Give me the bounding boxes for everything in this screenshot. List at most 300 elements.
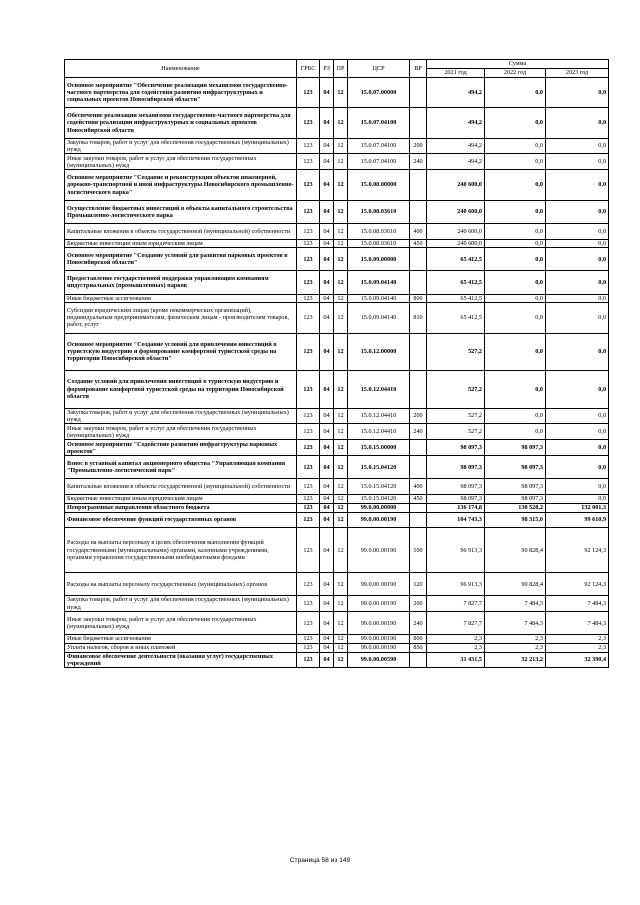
- row-pr: 12: [334, 495, 348, 504]
- row-csr: 99.0.00.00190: [348, 612, 410, 635]
- row-csr: 15.0.08.03610: [348, 200, 410, 223]
- page-number: Страница 58 из 149: [289, 857, 351, 864]
- table-row: [65, 612, 609, 635]
- row-pr: 12: [334, 223, 348, 239]
- row-sum-2021: 527,2: [427, 424, 485, 440]
- row-pr: 12: [334, 512, 348, 528]
- row-name: Закупка товаров, работ и услуг для обеспечения государственных (муниципальных) нужд: [65, 408, 297, 424]
- row-sum-2022: 0,0: [485, 371, 546, 409]
- table-row: [65, 573, 609, 596]
- row-rz: 04: [320, 154, 334, 170]
- row-name: Основное мероприятие "Содействие развитию инфраструктуры парковых проектов": [65, 440, 297, 456]
- row-sum-2021: 2,3: [427, 643, 485, 652]
- header-rz: РЗ: [320, 60, 334, 78]
- row-sum-2023: 0,0: [546, 495, 609, 504]
- row-rz: 04: [320, 239, 334, 248]
- row-sum-2022: 0,0: [485, 248, 546, 271]
- row-sum-2023: 0,0: [546, 200, 609, 223]
- row-rz: 04: [320, 479, 334, 495]
- row-sum-2022: 2,3: [485, 643, 546, 652]
- row-csr: 15.0.12.04410: [348, 424, 410, 440]
- table-row: [65, 371, 609, 409]
- row-name: Основное мероприятие "Создание условий для привлечения инвестиций в туристскую индустрию и формирование комфортной туристской среды на территории Новосибирской области": [65, 333, 297, 371]
- row-vr: [410, 170, 427, 200]
- row-sum-2023: 0,0: [546, 371, 609, 409]
- row-rz: 04: [320, 223, 334, 239]
- row-rz: 04: [320, 78, 334, 108]
- row-vr: 240: [410, 424, 427, 440]
- header-year-2022: 2022 год: [485, 69, 546, 78]
- row-csr: 15.0.12.04410: [348, 408, 410, 424]
- row-rz: 04: [320, 635, 334, 644]
- row-vr: 450: [410, 239, 427, 248]
- row-grbs: 123: [297, 479, 320, 495]
- row-pr: 12: [334, 408, 348, 424]
- row-sum-2023: 0,0: [546, 408, 609, 424]
- header-grbs: ГРБС: [297, 60, 320, 78]
- row-vr: 200: [410, 408, 427, 424]
- row-sum-2022: 0,0: [485, 408, 546, 424]
- row-csr: 15.0.15.04120: [348, 456, 410, 479]
- row-pr: 12: [334, 154, 348, 170]
- row-grbs: 123: [297, 154, 320, 170]
- row-csr: 15.0.09.04140: [348, 303, 410, 333]
- row-rz: 04: [320, 424, 334, 440]
- row-name: Финансовое обеспечение функций государственных органов: [65, 512, 297, 528]
- table-row: [65, 479, 609, 495]
- row-sum-2021: 494,2: [427, 154, 485, 170]
- row-sum-2021: 7 827,7: [427, 596, 485, 612]
- row-vr: 400: [410, 223, 427, 239]
- row-name: Иные бюджетные ассигнования: [65, 294, 297, 303]
- row-sum-2021: 527,2: [427, 408, 485, 424]
- row-sum-2022: 98 315,0: [485, 512, 546, 528]
- row-csr: 15.0.15.00000: [348, 440, 410, 456]
- row-sum-2023: 0,0: [546, 333, 609, 371]
- header-csr: ЦСР: [348, 60, 410, 78]
- row-name: Иные закупки товаров, работ и услуг для обеспечения государственных (муниципальных) нужд: [65, 612, 297, 635]
- row-sum-2023: 92 124,3: [546, 528, 609, 573]
- row-pr: 12: [334, 612, 348, 635]
- row-sum-2023: 0,0: [546, 248, 609, 271]
- row-name: Закупка товаров, работ и услуг для обеспечения государственных (муниципальных) нужд: [65, 138, 297, 154]
- row-rz: 04: [320, 248, 334, 271]
- row-csr: 15.0.09.04140: [348, 271, 410, 294]
- row-sum-2022: 90 828,4: [485, 528, 546, 573]
- row-grbs: 123: [297, 333, 320, 371]
- row-vr: [410, 248, 427, 271]
- table-row: [65, 294, 609, 303]
- row-vr: [410, 333, 427, 371]
- table-row: [65, 528, 609, 573]
- row-grbs: 123: [297, 440, 320, 456]
- row-pr: 12: [334, 303, 348, 333]
- row-pr: 12: [334, 503, 348, 512]
- header-year-2023: 2023 год: [546, 69, 609, 78]
- row-sum-2022: 7 484,3: [485, 596, 546, 612]
- row-sum-2021: 98 097,3: [427, 479, 485, 495]
- row-sum-2022: 0,0: [485, 424, 546, 440]
- row-grbs: 123: [297, 200, 320, 223]
- row-sum-2021: 240 600,0: [427, 170, 485, 200]
- row-sum-2021: 96 913,3: [427, 528, 485, 573]
- row-name: Обеспечение реализации механизмов государственно-частного партнерства для содействия реализации инфраструктурных и социальных проектов Новосибирской области: [65, 108, 297, 138]
- row-name: Основное мероприятие "Создание условий для развития парковых проектов в Новосибирской области": [65, 248, 297, 271]
- row-rz: 04: [320, 333, 334, 371]
- row-pr: 12: [334, 333, 348, 371]
- row-pr: 12: [334, 239, 348, 248]
- row-name: Иные бюджетные ассигнования: [65, 635, 297, 644]
- row-sum-2022: 0,0: [485, 294, 546, 303]
- row-rz: 04: [320, 294, 334, 303]
- row-grbs: 123: [297, 503, 320, 512]
- row-sum-2021: 65 412,5: [427, 303, 485, 333]
- row-vr: 850: [410, 643, 427, 652]
- row-grbs: 123: [297, 138, 320, 154]
- row-pr: 12: [334, 635, 348, 644]
- row-rz: 04: [320, 170, 334, 200]
- table-row: [65, 635, 609, 644]
- row-pr: 12: [334, 424, 348, 440]
- table-row: [65, 108, 609, 138]
- row-sum-2022: 0,0: [485, 78, 546, 108]
- table-row: [65, 512, 609, 528]
- header-name: Наименование: [65, 60, 297, 78]
- row-rz: 04: [320, 503, 334, 512]
- row-sum-2023: 0,0: [546, 479, 609, 495]
- row-sum-2023: 0,0: [546, 294, 609, 303]
- row-name: Капитальные вложения в объекты государственной (муниципальной) собственности: [65, 479, 297, 495]
- table-row: [65, 652, 609, 668]
- row-vr: [410, 200, 427, 223]
- row-sum-2022: 2,3: [485, 635, 546, 644]
- row-name: Капитальные вложения в объекты государственной (муниципальной) собственности: [65, 223, 297, 239]
- row-name: Субсидии юридическим лицам (кроме некоммерческих организаций), индивидуальным предпринимателям, физическим лицам - производителям товаров, работ, услуг: [65, 303, 297, 333]
- row-sum-2023: 0,0: [546, 456, 609, 479]
- row-sum-2023: 0,0: [546, 424, 609, 440]
- table-row: [65, 223, 609, 239]
- table-row: [65, 440, 609, 456]
- row-sum-2023: 0,0: [546, 138, 609, 154]
- row-csr: 15.0.15.04120: [348, 495, 410, 504]
- row-sum-2022: 32 213,2: [485, 652, 546, 668]
- row-vr: [410, 271, 427, 294]
- row-sum-2023: 2,3: [546, 643, 609, 652]
- row-csr: 99.0.00.00190: [348, 512, 410, 528]
- row-sum-2022: 0,0: [485, 138, 546, 154]
- row-grbs: 123: [297, 108, 320, 138]
- row-grbs: 123: [297, 424, 320, 440]
- row-sum-2023: 92 124,3: [546, 573, 609, 596]
- row-sum-2023: 7 484,3: [546, 596, 609, 612]
- row-sum-2022: 0,0: [485, 108, 546, 138]
- header-year-2021: 2021 год: [427, 69, 485, 78]
- row-grbs: 123: [297, 495, 320, 504]
- row-vr: [410, 503, 427, 512]
- row-rz: 04: [320, 303, 334, 333]
- row-pr: 12: [334, 200, 348, 223]
- row-vr: 400: [410, 479, 427, 495]
- row-name: Основное мероприятие "Обеспечение реализации механизмов государственно-частного партнерства для содействия развитию инфраструктурных и социальных проектов Новосибирской области": [65, 78, 297, 108]
- row-sum-2023: 0,0: [546, 108, 609, 138]
- row-csr: 15.0.15.04120: [348, 479, 410, 495]
- row-csr: 15.0.12.04410: [348, 371, 410, 409]
- row-pr: 12: [334, 652, 348, 668]
- row-grbs: 123: [297, 248, 320, 271]
- row-rz: 04: [320, 456, 334, 479]
- row-sum-2021: 65 412,5: [427, 294, 485, 303]
- row-csr: 99.0.00.00190: [348, 528, 410, 573]
- row-name: Предоставление государственной поддержки управляющим компаниям индустриальных (промышленных) парков: [65, 271, 297, 294]
- row-vr: 100: [410, 528, 427, 573]
- row-grbs: 123: [297, 303, 320, 333]
- row-vr: [410, 440, 427, 456]
- row-csr: 99.0.00.00590: [348, 652, 410, 668]
- table-row: [65, 333, 609, 371]
- table-body: [65, 78, 609, 668]
- row-sum-2021: 494,2: [427, 78, 485, 108]
- row-grbs: 123: [297, 239, 320, 248]
- row-pr: 12: [334, 294, 348, 303]
- row-sum-2021: 31 431,5: [427, 652, 485, 668]
- table-row: [65, 303, 609, 333]
- row-sum-2023: 2,3: [546, 635, 609, 644]
- row-sum-2022: 98 097,3: [485, 440, 546, 456]
- row-sum-2022: 90 828,4: [485, 573, 546, 596]
- row-sum-2021: 98 097,3: [427, 440, 485, 456]
- row-csr: 15.0.09.00000: [348, 248, 410, 271]
- row-vr: 200: [410, 596, 427, 612]
- row-grbs: 123: [297, 643, 320, 652]
- row-csr: 99.0.00.00190: [348, 596, 410, 612]
- row-vr: [410, 108, 427, 138]
- row-sum-2023: 0,0: [546, 440, 609, 456]
- row-name: Бюджетные инвестиции иным юридическим лицам: [65, 239, 297, 248]
- row-rz: 04: [320, 138, 334, 154]
- row-grbs: 123: [297, 408, 320, 424]
- row-grbs: 123: [297, 223, 320, 239]
- row-name: Создание условий для привлечения инвестиций в туристскую индустрию и формирование комфортной туристской среды на территории Новосибирской области: [65, 371, 297, 409]
- row-name: Иные закупки товаров, работ и услуг для обеспечения государственных (муниципальных) нужд: [65, 154, 297, 170]
- table-row: [65, 643, 609, 652]
- row-sum-2022: 98 097,3: [485, 495, 546, 504]
- row-name: Непрограммные направления областного бюджета: [65, 503, 297, 512]
- row-sum-2021: 65 412,5: [427, 248, 485, 271]
- row-csr: 15.0.08.00000: [348, 170, 410, 200]
- row-grbs: 123: [297, 635, 320, 644]
- row-sum-2023: 0,0: [546, 223, 609, 239]
- budget-document: [64, 59, 608, 668]
- row-sum-2021: 527,2: [427, 371, 485, 409]
- row-name: Расходы на выплаты персоналу государственных (муниципальных) органов: [65, 573, 297, 596]
- row-rz: 04: [320, 271, 334, 294]
- row-sum-2022: 0,0: [485, 239, 546, 248]
- row-pr: 12: [334, 170, 348, 200]
- row-grbs: 123: [297, 294, 320, 303]
- row-name: Взнос в уставный капитал акционерного общества "Управляющая компания "Промышленно-логистический парк": [65, 456, 297, 479]
- row-rz: 04: [320, 108, 334, 138]
- header-vr: ВР: [410, 60, 427, 78]
- row-vr: [410, 652, 427, 668]
- row-rz: 04: [320, 573, 334, 596]
- row-rz: 04: [320, 371, 334, 409]
- row-grbs: 123: [297, 371, 320, 409]
- row-sum-2021: 527,2: [427, 333, 485, 371]
- row-sum-2023: 7 484,3: [546, 612, 609, 635]
- row-vr: 240: [410, 154, 427, 170]
- row-rz: 04: [320, 408, 334, 424]
- row-vr: 800: [410, 294, 427, 303]
- row-name: Осуществление бюджетных инвестиций в объекты капитального строительства Промышленно-логистического парка: [65, 200, 297, 223]
- row-grbs: 123: [297, 528, 320, 573]
- table-row: [65, 154, 609, 170]
- row-sum-2023: 0,0: [546, 170, 609, 200]
- row-pr: 12: [334, 78, 348, 108]
- row-pr: 12: [334, 573, 348, 596]
- row-sum-2021: 2,3: [427, 635, 485, 644]
- row-pr: 12: [334, 596, 348, 612]
- header-pr: ПР: [334, 60, 348, 78]
- row-vr: [410, 456, 427, 479]
- row-sum-2022: 0,0: [485, 223, 546, 239]
- row-sum-2022: 0,0: [485, 271, 546, 294]
- row-pr: 12: [334, 643, 348, 652]
- row-rz: 04: [320, 612, 334, 635]
- row-vr: 450: [410, 495, 427, 504]
- row-grbs: 123: [297, 456, 320, 479]
- row-pr: 12: [334, 528, 348, 573]
- row-sum-2021: 240 600,0: [427, 200, 485, 223]
- row-name: Иные закупки товаров, работ и услуг для обеспечения государственных (муниципальных) нужд: [65, 424, 297, 440]
- row-rz: 04: [320, 643, 334, 652]
- row-sum-2023: 32 390,4: [546, 652, 609, 668]
- row-grbs: 123: [297, 573, 320, 596]
- row-sum-2023: 0,0: [546, 78, 609, 108]
- row-sum-2021: 7 827,7: [427, 612, 485, 635]
- table-row: [65, 170, 609, 200]
- table-row: [65, 456, 609, 479]
- row-name: Уплата налогов, сборов и иных платежей: [65, 643, 297, 652]
- row-grbs: 123: [297, 170, 320, 200]
- row-sum-2023: 0,0: [546, 303, 609, 333]
- row-csr: 15.0.07.04100: [348, 108, 410, 138]
- row-sum-2021: 494,2: [427, 138, 485, 154]
- row-sum-2023: 99 610,9: [546, 512, 609, 528]
- row-vr: [410, 512, 427, 528]
- table-row: [65, 138, 609, 154]
- row-rz: 04: [320, 528, 334, 573]
- row-sum-2022: 98 097,3: [485, 479, 546, 495]
- row-csr: 15.0.12.00000: [348, 333, 410, 371]
- row-name: Расходы на выплаты персоналу в целях обеспечения выполнения функций государственными (муниципальными) органами, казенными учреждениями, органами управления государственными внебюджетными фондами: [65, 528, 297, 573]
- row-rz: 04: [320, 200, 334, 223]
- row-sum-2021: 96 913,3: [427, 573, 485, 596]
- row-sum-2023: 0,0: [546, 239, 609, 248]
- row-vr: 200: [410, 138, 427, 154]
- row-sum-2022: 7 484,3: [485, 612, 546, 635]
- row-grbs: 123: [297, 596, 320, 612]
- table-row: [65, 78, 609, 108]
- row-name: Финансовое обеспечение деятельности (оказания услуг) государственных учреждений: [65, 652, 297, 668]
- table-row: [65, 424, 609, 440]
- row-name: Основное мероприятие "Создание и реконструкция объектов инженерной, дорожно-транспортной и иной инфраструктуры Новосибирского промышленно-логистического парка": [65, 170, 297, 200]
- row-rz: 04: [320, 596, 334, 612]
- row-csr: 99.0.00.00000: [348, 503, 410, 512]
- table-row: [65, 200, 609, 223]
- row-pr: 12: [334, 138, 348, 154]
- row-sum-2022: 0,0: [485, 333, 546, 371]
- row-vr: 800: [410, 635, 427, 644]
- row-csr: 15.0.07.04100: [348, 154, 410, 170]
- row-rz: 04: [320, 440, 334, 456]
- row-sum-2023: 0,0: [546, 154, 609, 170]
- table-row: [65, 239, 609, 248]
- row-sum-2021: 240 600,0: [427, 223, 485, 239]
- row-sum-2022: 130 528,2: [485, 503, 546, 512]
- row-sum-2021: 240 600,0: [427, 239, 485, 248]
- row-sum-2022: 98 097,3: [485, 456, 546, 479]
- row-grbs: 123: [297, 652, 320, 668]
- row-grbs: 123: [297, 78, 320, 108]
- row-pr: 12: [334, 456, 348, 479]
- row-csr: 15.0.08.03610: [348, 239, 410, 248]
- row-grbs: 123: [297, 512, 320, 528]
- row-sum-2021: 104 743,3: [427, 512, 485, 528]
- table-row: [65, 596, 609, 612]
- row-sum-2022: 0,0: [485, 170, 546, 200]
- row-csr: 15.0.07.04100: [348, 138, 410, 154]
- row-sum-2021: 98 097,3: [427, 456, 485, 479]
- row-csr: 15.0.07.00000: [348, 78, 410, 108]
- table-row: [65, 271, 609, 294]
- table-row: [65, 248, 609, 271]
- row-rz: 04: [320, 652, 334, 668]
- row-name: Бюджетные инвестиции иным юридическим лицам: [65, 495, 297, 504]
- row-sum-2021: 65 412,5: [427, 271, 485, 294]
- row-sum-2021: 98 097,3: [427, 495, 485, 504]
- row-sum-2023: 132 001,3: [546, 503, 609, 512]
- table-row: [65, 503, 609, 512]
- row-sum-2022: 0,0: [485, 200, 546, 223]
- row-vr: [410, 371, 427, 409]
- row-pr: 12: [334, 108, 348, 138]
- row-vr: 120: [410, 573, 427, 596]
- row-vr: [410, 78, 427, 108]
- row-sum-2022: 0,0: [485, 303, 546, 333]
- row-grbs: 123: [297, 612, 320, 635]
- row-sum-2021: 494,2: [427, 108, 485, 138]
- row-grbs: 123: [297, 271, 320, 294]
- row-csr: 99.0.00.00190: [348, 643, 410, 652]
- table-row: [65, 495, 609, 504]
- row-name: Закупка товаров, работ и услуг для обеспечения государственных (муниципальных) нужд: [65, 596, 297, 612]
- row-pr: 12: [334, 248, 348, 271]
- header-sum: Сумма: [427, 60, 609, 69]
- row-pr: 12: [334, 479, 348, 495]
- row-rz: 04: [320, 495, 334, 504]
- row-sum-2022: 0,0: [485, 154, 546, 170]
- table-row: [65, 408, 609, 424]
- row-csr: 99.0.00.00190: [348, 635, 410, 644]
- row-csr: 15.0.09.04140: [348, 294, 410, 303]
- row-vr: 240: [410, 612, 427, 635]
- row-pr: 12: [334, 371, 348, 409]
- row-pr: 12: [334, 271, 348, 294]
- row-csr: 99.0.00.00190: [348, 573, 410, 596]
- row-sum-2023: 0,0: [546, 271, 609, 294]
- budget-table: [64, 59, 609, 668]
- row-csr: 15.0.08.03610: [348, 223, 410, 239]
